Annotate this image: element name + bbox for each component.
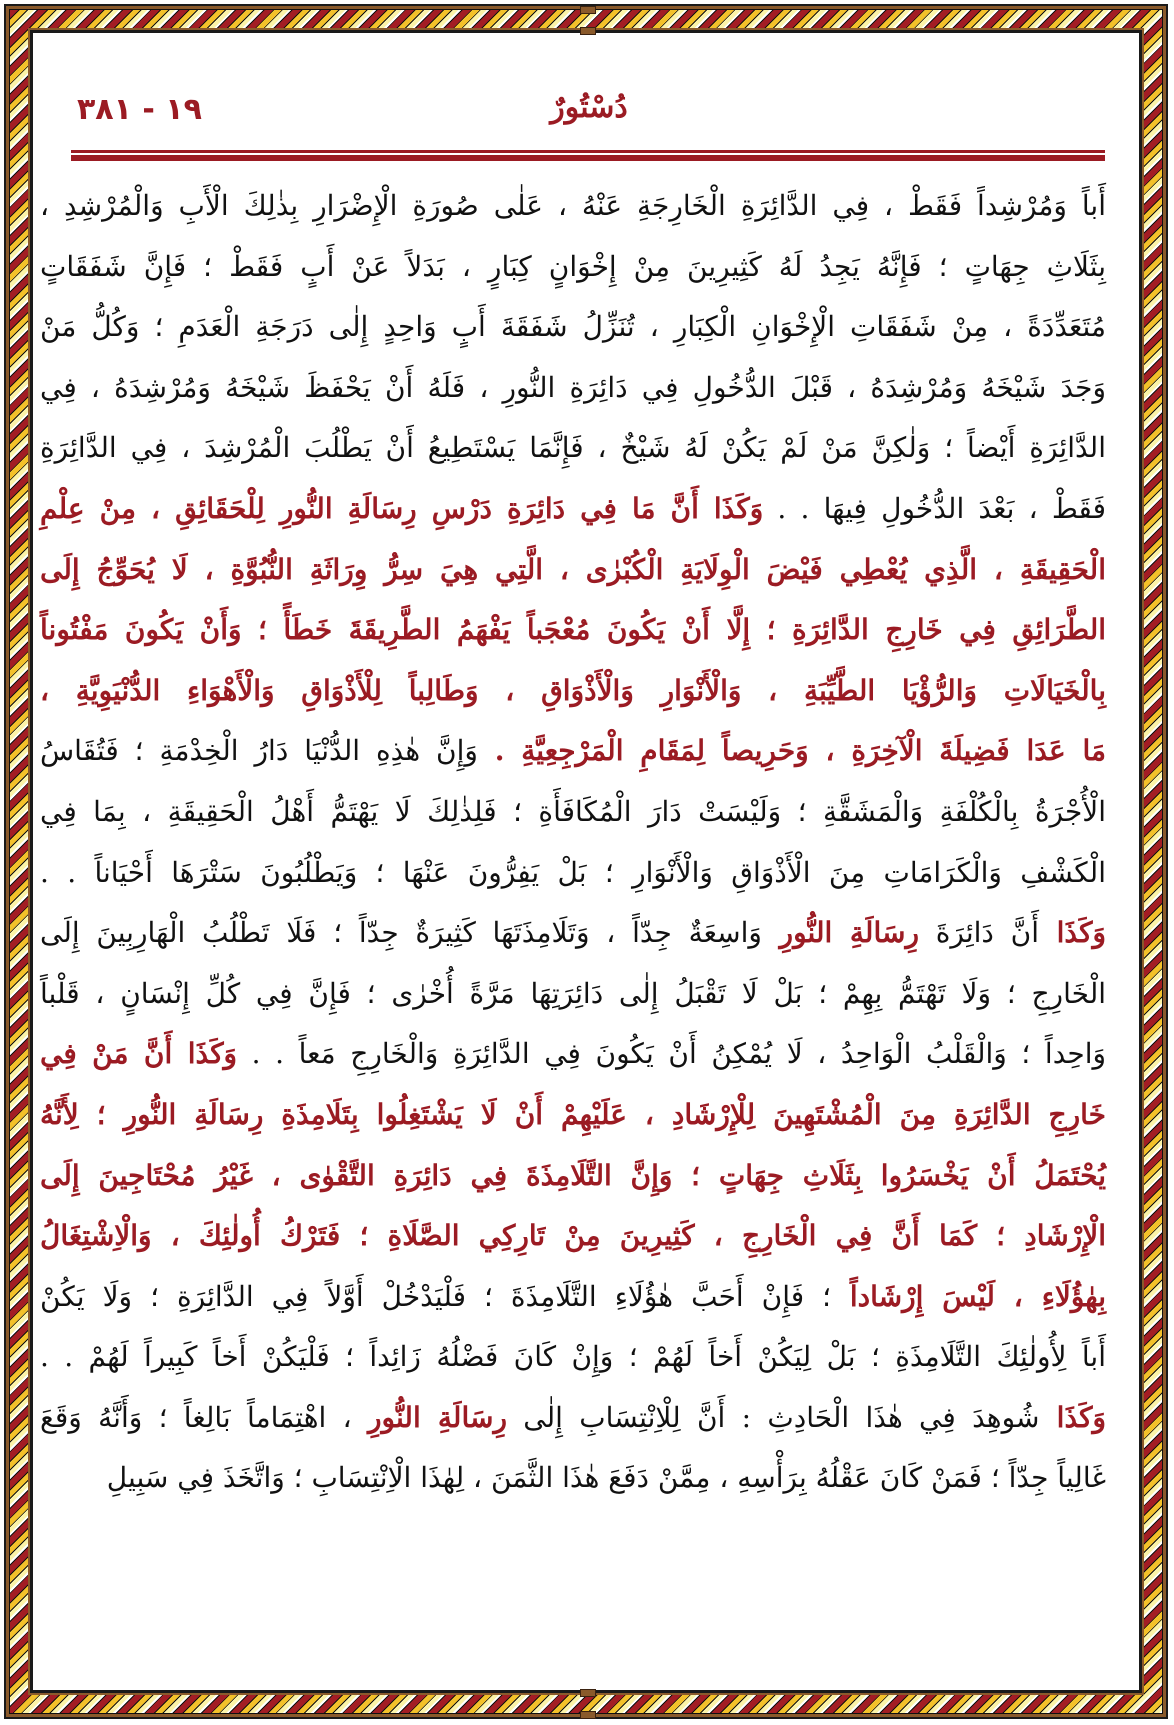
text-line [40, 1450, 1106, 1511]
text-line [40, 1026, 1106, 1087]
page-number: ١٩ - ٣٨١ [77, 92, 202, 127]
body-text-segment: الْكَشْفِ وَالْكَرَامَاتِ مِنَ الْأَذْوَاقِ وَالْأَنْوَارِ ؛ بَلْ يَفِرُّونَ عَنْهَا ؛ وَيَطْلُبُونَ سَتْرَهَا أَحْيَاناً . . [40, 855, 1106, 889]
text-line [40, 239, 1106, 300]
text-line [40, 966, 1106, 1027]
body-text-segment: الْأُجْرَةُ بِالْكُلْفَةِ وَالْمَشَقَّةِ ؛ وَلَيْسَتْ دَارَ الْمُكَافَأَةِ ؛ فَلِذٰلِكَ لَا يَهْتَمُّ أَهْلُ الْحَقِيقَةِ ، بِمَا فِي [40, 794, 1106, 828]
text-line [40, 845, 1106, 906]
body-text-segment: غَالِياً جِدّاً ؛ فَمَنْ كَانَ عَقْلُهُ بِرَأْسِهِ ، مِمَّنْ دَفَعَ هٰذَا الثَّمَنَ ، لِهٰذَا الْاِنْتِسَابِ ؛ وَاتَّخَذَ فِي سَبِيلِ [106, 1461, 1106, 1495]
text-line [40, 602, 1106, 663]
body-text-segment: مُتَعَدِّدَةً ، مِنْ شَفَقَاتِ الْإِخْوَانِ الْكِبَارِ ، تُنَزِّلُ شَفَقَةَ أَبٍ وَاحِدٍ إِلٰى دَرَجَةِ الْعَدَمِ ؛ وَكُلُّ مَنْ [40, 310, 1106, 344]
header-divider [71, 150, 1105, 161]
body-text-segment: وَإِنَّ هٰذِهِ الدُّنْيَا دَارُ الْخِدْمَةِ ؛ فَتُقَاسُ [40, 734, 478, 768]
highlighted-text: بِهٰؤُلَاءِ ، لَيْسَ إِرْشَاداً [831, 1279, 1106, 1313]
highlighted-text: مَا عَدَا فَضِيلَةَ الْآخِرَةِ ، وَحَرِيصاً لِمَقَامِ الْمَرْجِعِيَّةِ . [477, 734, 1106, 768]
highlighted-text: رِسَالَةِ النُّورِ [761, 916, 919, 950]
body-text-segment: أَباً وَمُرْشِداً فَقَطْ ، فِي الدَّائِرَةِ الْخَارِجَةِ عَنْهُ ، عَلٰى صُورَةِ الْإِضْرَارِ بِذٰلِكَ الْأَبِ وَالْمُرْشِدِ ، [40, 189, 1106, 222]
highlighted-text: الْإِرْشَادِ ؛ كَمَا أَنَّ فِي الْخَارِجِ ، كَثِيرِينَ مِنْ تَارِكِي الصَّلَاةِ ؛ فَتَرْكُ أُولٰئِكَ ، وَالْاِشْتِغَالُ [40, 1219, 1106, 1253]
body-text-segment: فَقَطْ ، بَعْدَ الدُّخُولِ فِيهَا . . [763, 491, 1106, 525]
text-line [40, 1087, 1106, 1148]
highlighted-text: وَكَذَا أَنَّ مَا فِي دَائِرَةِ دَرْسِ رِسَالَةِ النُّورِ لِلْحَقَائِقِ ، مِنْ عِلْمِ [40, 491, 764, 525]
body-text-segment: الْخَارِجِ ؛ وَلَا تَهْتَمُّ بِهِمْ ؛ بَلْ لَا تَقْبَلُ إِلٰى دَائِرَتِهَا مَرَّةً أُخْرٰى ؛ فَإِنَّ فِي كُلِّ إِنْسَانٍ ، قَلْباً [40, 976, 1106, 1010]
text-line [40, 1390, 1106, 1451]
highlighted-text: رِسَالَةِ النُّورِ [367, 1400, 507, 1434]
body-text-segment: بِثَلَاثِ جِهَاتٍ ؛ فَإِنَّهُ يَجِدُ لَهُ كَثِيرِينَ مِنْ إِخْوَانٍ كِبَارٍ ، بَدَلاً عَنْ أَبٍ فَقَطْ ؛ فَإِنَّ شَفَقَاتٍ [40, 249, 1106, 283]
text-line [40, 1329, 1106, 1390]
text-line [40, 905, 1106, 966]
highlighted-text: الْحَقِيقَةِ ، الَّذِي يُعْطِي فَيْضَ الْوِلَايَةِ الْكُبْرٰى ، الَّتِي هِيَ سِرُّ وِرَاثَةِ النُّبُوَّةِ ، لَا يُحَوِّجُ إِلَى [40, 552, 1106, 586]
text-line [40, 1208, 1106, 1269]
highlighted-text: الطَّرَائِقِ فِي خَارِجِ الدَّائِرَةِ ؛ إِلَّا أَنْ يَكُونَ مُعْجَباً يَفْهَمُ الطَّرِيقَةَ خَطَأً ؛ وَأَنْ يَكُونَ مَفْتُوناً [40, 613, 1107, 647]
body-text-segment: وَاحِداً ؛ وَالْقَلْبُ الْوَاحِدُ ، لَا يُمْكِنُ أَنْ يَكُونَ فِي الدَّائِرَةِ وَالْخَارِجِ مَعاً . . [237, 1037, 1106, 1071]
text-line [40, 1148, 1106, 1209]
border-bottom-notch [580, 1711, 596, 1719]
body-text-segment: أَباً لِأُولٰئِكَ التَّلَامِذَةِ ؛ بَلْ لِيَكُنْ أَخاً لَهُمْ ؛ وَإِنْ كَانَ فَضْلُهُ زَائِداً ؛ فَلْيَكُنْ أَخاً كَبِيراً لَهُمْ . . [40, 1340, 1106, 1374]
text-line [40, 420, 1106, 481]
highlighted-text: خَارِجِ الدَّائِرَةِ مِنَ الْمُشْتَهِينَ لِلْإِرْشَادِ ، عَلَيْهِمْ أَنْ لَا يَشْتَغِلُوا بِتَلَامِذَةِ رِسَالَةِ النُّورِ ؛ لِأَنَّهُ [40, 1097, 1106, 1131]
text-line [40, 663, 1106, 724]
text-line [40, 481, 1106, 542]
border-top-inner-notch [580, 27, 596, 35]
header-divider-thin [71, 150, 1105, 153]
page-title: دُسْتُورٌ [550, 90, 628, 125]
text-line [40, 299, 1106, 360]
page-header [71, 86, 1105, 134]
body-text [40, 178, 1106, 1511]
highlighted-text: يُحْتَمَلُ أَنْ يَخْسَرُوا بِثَلَاثِ جِهَاتٍ ؛ وَإِنَّ التَّلَامِذَةَ فِي دَائِرَةِ التَّقْوٰى ، غَيْرُ مُحْتَاجِينَ إِلَى [40, 1158, 1106, 1192]
body-text-segment: شُوهِدَ فِي هٰذَا الْحَادِثِ : أَنَّ لِلْاِنْتِسَابِ إِلٰى [506, 1400, 1040, 1434]
body-text-segment: ؛ فَإِنْ أَحَبَّ هٰؤُلَاءِ التَّلَامِذَةَ ؛ فَلْيَدْخُلْ أَوَّلاً فِي الدَّائِرَةِ ؛ وَلَا يَكُنْ [40, 1279, 832, 1313]
body-text-segment: وَاسِعَةٌ جِدّاً ، وَتَلَامِذَتَهَا كَثِيرَةٌ جِدّاً ؛ فَلَا تَطْلُبُ الْهَارِبِينَ إِلَى [40, 916, 762, 950]
highlighted-text: وَكَذَا أَنَّ مَنْ فِي [40, 1037, 238, 1071]
text-line [40, 784, 1106, 845]
text-line [40, 723, 1106, 784]
text-line [40, 1269, 1106, 1330]
body-text-segment: وَجَدَ شَيْخَهُ وَمُرْشِدَهُ ، قَبْلَ الدُّخُولِ فِي دَائِرَةِ النُّورِ ، فَلَهُ أَنْ يَحْفَظَ شَيْخَهُ وَمُرْشِدَهُ ، فِي [40, 370, 1106, 404]
text-line [40, 178, 1106, 239]
border-bottom-inner-notch [580, 1689, 596, 1697]
border-top-notch [580, 6, 596, 14]
body-text-segment: ، اهْتِمَاماً بَالِغاً ؛ وَأَنَّهُ وَقَعَ [40, 1400, 368, 1434]
body-text-segment: الدَّائِرَةِ أَيْضاً ؛ وَلٰكِنَّ مَنْ لَمْ يَكُنْ لَهُ شَيْخٌ ، فَإِنَّمَا يَسْتَطِيعُ أَنْ يَطْلُبَ الْمُرْشِدَ ، فِي الدَّائِرَةِ [40, 431, 1106, 465]
highlighted-text: وَكَذَا [1039, 916, 1106, 950]
text-line [40, 542, 1106, 603]
header-divider-thick [71, 155, 1105, 161]
highlighted-text: بِالْخَيَالَاتِ وَالرُّؤْيَا الطَّيِّبَةِ ، وَالْأَنْوَارِ وَالْأَذْوَاقِ ، وَطَالِباً لِلْأَذْوَاقِ وَالْأَهْوَاءِ الدُّنْيَوِيَّةِ ، [40, 673, 1106, 707]
highlighted-text: وَكَذَا [1039, 1400, 1107, 1434]
text-line [40, 360, 1106, 421]
body-text-segment: أَنَّ دَائِرَةَ [918, 916, 1040, 950]
